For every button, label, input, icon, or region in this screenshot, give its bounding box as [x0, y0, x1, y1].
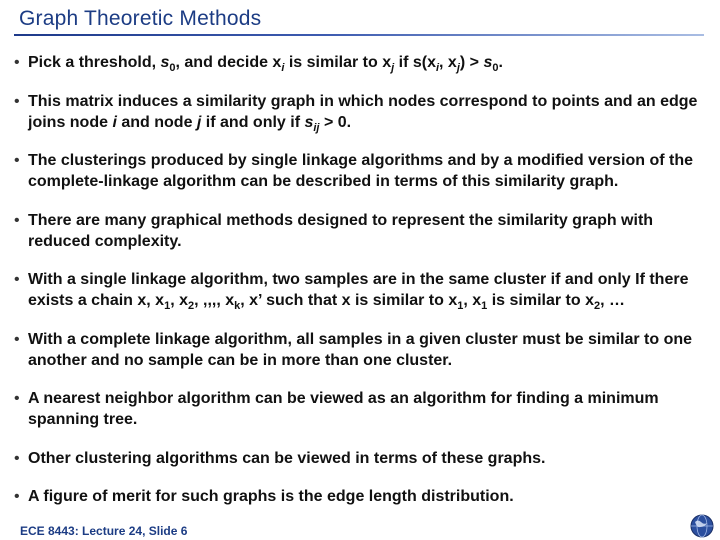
bullet-text: This matrix induces a similarity graph in which nodes correspond to points and an edge joins node i and node j if and only if $s_{ij} > 0$.	[28, 92, 698, 134]
bullet-text: With a single linkage algorithm, two samples are in the same cluster if and only If there exists a chain x, $x_1$, $x_2$, ,,,, $x_k$, x’ such that x is similar to $x_1$, $x_1$ is similar to $x_2$, …	[28, 271, 689, 313]
globe-icon	[689, 514, 715, 538]
bullet-item	[10, 269, 700, 311]
bullet-marker: •	[14, 390, 20, 407]
bullet-text: With a complete linkage algorithm, all samples in a given cluster must be similar to one another and no sample can be in more than one cluster.	[28, 330, 693, 369]
bullet-text: Other clustering algorithms can be viewed in terms of these graphs.	[28, 449, 546, 467]
bullet-marker: •	[14, 330, 20, 348]
bullet-text: The clusterings produced by single linkage algorithms and by a modified version of the complete-linkage algorithm can be described in terms of this similarity graph.	[28, 152, 694, 190]
bullet-marker: •	[14, 211, 20, 229]
bullet-item	[10, 150, 700, 192]
title-divider	[14, 34, 704, 36]
bullet-item	[10, 52, 700, 73]
bullet-marker: •	[14, 54, 20, 71]
bullet-item	[10, 388, 700, 430]
bullet-item	[10, 448, 700, 469]
bullet-marker: •	[14, 92, 20, 110]
bullet-item	[10, 486, 700, 507]
bullet-marker: •	[14, 271, 20, 288]
bullet-text: A nearest neighbor algorithm can be viewed as an algorithm for finding a minimum spanning tree.	[28, 390, 659, 428]
bullet-marker: •	[14, 488, 20, 505]
bullet-text: Pick a threshold, $s_0$, and decide $x_i$ is similar to $x_j$ if $s(x_i$, $x_j) > s_0$.	[28, 54, 503, 75]
slide-title: Graph Theoretic Methods	[19, 7, 262, 30]
bullet-item	[10, 91, 700, 133]
bullet-text: There are many graphical methods designed to represent the similarity graph with reduced complexity.	[28, 211, 654, 250]
bullet-text: A figure of merit for such graphs is the edge length distribution.	[28, 488, 514, 505]
bullet-marker: •	[14, 449, 20, 467]
bullet-item	[10, 210, 700, 252]
bullet-item	[10, 329, 700, 371]
slide-footer: ECE 8443: Lecture 24, Slide 6	[20, 524, 188, 538]
bullet-marker: •	[14, 152, 20, 169]
bullet-list	[10, 52, 700, 525]
